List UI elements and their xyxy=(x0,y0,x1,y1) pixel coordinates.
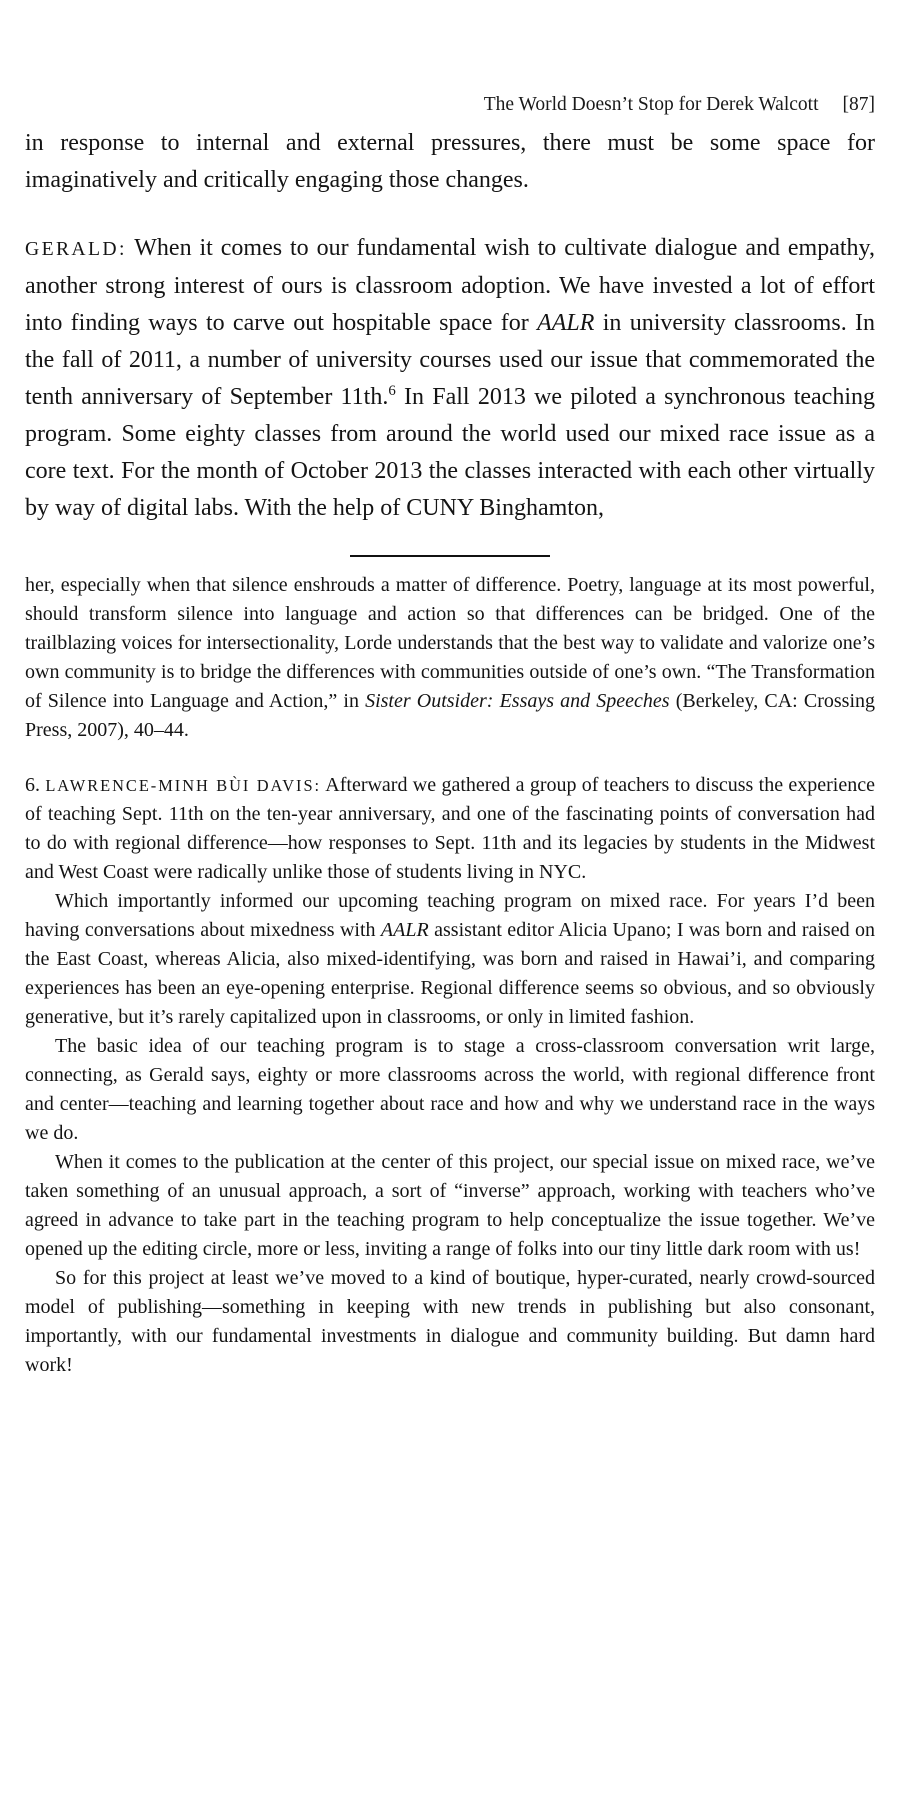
text-segment-normal: So for this project at least we’ve moved to a kind of boutique, hyper-curated, nearly crowd-sourced model of publishing—something in keeping with new trends in publishing but also consonant, importantly, with our fundamental investments in dialogue and community building. But damn hard work! xyxy=(25,1267,875,1376)
page-number: [87] xyxy=(842,94,875,115)
footnote-reference-6: 6 xyxy=(388,383,396,399)
text-segment-normal: (Berkeley, CA: Crossing Press, 2007), 40–44. xyxy=(25,690,875,741)
speaker-label-gerald: GERALD: xyxy=(25,238,127,260)
text-segment-normal: her, especially when that silence enshrouds a matter of difference. Poetry, language at its most powerful, should transform silence into language and action so that differences can be bridged. One of the trailblazing voices for intersectionality, Lorde understands that the best way to validate and valorize one’s own community is to bridge the differences with communities outside of one’s own. “The Transformation of Silence into Language and Action,” in xyxy=(25,574,875,712)
text-segment-normal: Afterward we gathered a group of teachers to discuss the experience of teaching Sept. 11th on the ten-year anniversary, and one of the fascinating points of conversation had to do with regional difference—how responses to Sept. 11th and its legacies by students in the Midwest and West Coast were radically unlike those of students living in NYC. xyxy=(25,774,875,883)
text-segment-normal: Which importantly informed our upcoming teaching program on mixed race. For years I’d been having conversations about mixedness with xyxy=(25,890,875,941)
footnote-6-block xyxy=(25,771,875,1380)
body-paragraph-gerald xyxy=(25,230,875,527)
footnote-6-number: 6. xyxy=(25,774,46,796)
footnote-6-paragraph-5 xyxy=(25,1264,875,1380)
body-paragraph-continuation xyxy=(25,125,875,199)
footnote-6-paragraph-2 xyxy=(25,887,875,1032)
text-segment-normal: In Fall 2013 we piloted a synchronous teaching program. Some eighty classes from around the world used our mixed race issue as a core text. For the month of October 2013 the classes interacted with each other virtually by way of digital labs. With the help of CUNY Binghamton, xyxy=(25,384,875,521)
text-segment-normal: assistant editor Alicia Upano; I was born and raised on the East Coast, whereas Alicia, also mixed-identifying, was born and raised in Hawai’i, and comparing experiences has been an eye-opening enterprise. Regional difference seems so obvious, and so obviously generative, but it’s rarely capitalized upon in classrooms, or only in limited fashion. xyxy=(25,919,875,1028)
journal-title-aalr: AALR xyxy=(380,919,429,941)
speaker-label-lawrence-minh-bui-davis: LAWRENCE-MINH BÙI DAVIS: xyxy=(45,776,322,795)
running-title: The World Doesn’t Stop for Derek Walcott xyxy=(483,94,819,115)
footnote-5-continuation xyxy=(25,571,875,745)
text-segment-normal: When it comes to our fundamental wish to cultivate dialogue and empathy, another strong interest of ours is classroom adoption. We have invested a lot of effort into finding ways to carve out hospitable space for xyxy=(25,235,875,336)
text-segment-normal: When it comes to the publication at the center of this project, our special issue on mixed race, we’ve taken something of an unusual approach, a sort of “inverse” approach, working with teachers who’ve agreed in advance to take part in the teaching program to help conceptualize the issue together. We’ve opened up the editing circle, more or less, inviting a range of folks into our tiny little dark room with us! xyxy=(25,1151,875,1260)
main-text-block xyxy=(25,125,875,527)
text-segment-normal: in response to internal and external pressures, there must be some space for imaginatively and critically engaging those changes. xyxy=(25,130,875,193)
footnote-6-paragraph-3 xyxy=(25,1032,875,1148)
journal-title-aalr: AALR xyxy=(537,310,595,336)
footnote-6-paragraph-1 xyxy=(25,771,875,887)
text-segment-normal: The basic idea of our teaching program is to stage a cross-classroom conversation writ large, connecting, as Gerald says, eighty or more classrooms across the world, with regional difference front and center—teaching and learning together about race and how and why we understand race in the ways we do. xyxy=(25,1035,875,1144)
text-segment-normal: in university classrooms. In the fall of 2011, a number of university courses used our issue that commemorated the tenth anniversary of September 11th. xyxy=(25,310,876,410)
footnote-5-block xyxy=(25,571,875,745)
footnote-separator-rule xyxy=(350,555,550,557)
running-header xyxy=(25,92,875,118)
book-title-sister-outsider: Sister Outsider: Essays and Speeches xyxy=(365,690,670,712)
footnote-6-paragraph-4 xyxy=(25,1148,875,1264)
